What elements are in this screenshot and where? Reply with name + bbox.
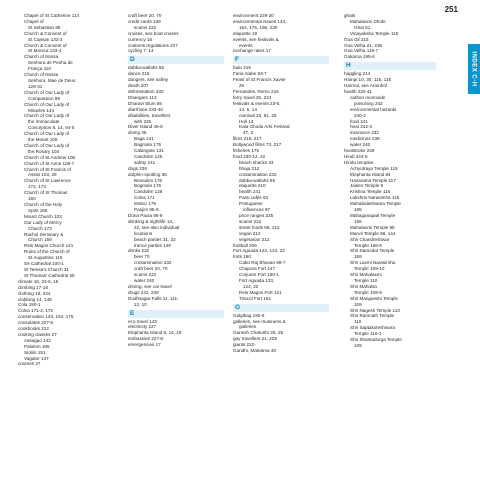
- index-entry: electricity 227: [128, 324, 157, 330]
- index-subentry: 154, 175, 196, 230: [239, 24, 278, 30]
- index-letter-heading: D: [128, 56, 224, 64]
- index-entry: ferry travel 20, 224: [233, 94, 272, 100]
- index-subentry: Church of Nossa: [24, 72, 59, 78]
- index-entry: forts 160: [233, 254, 251, 260]
- index-entry: Dharavi Slum 56: [128, 100, 162, 106]
- index-entry: death 207: [128, 83, 149, 89]
- index-subentry: 25: [239, 83, 245, 89]
- index-subentry: 129-31: [28, 83, 43, 89]
- index-entry: food 230-12, 22: [233, 153, 266, 159]
- index-subentry: Palolem 185: [24, 343, 50, 349]
- index-entry: Goa Gil 215: [344, 36, 369, 42]
- index-subentry: 13, 5, 14: [239, 106, 257, 112]
- index-subentry: Church of Our Lady of: [24, 142, 70, 148]
- index-subentry: Temple 168-9: [354, 242, 382, 248]
- index-entry: cycling 7, 14: [128, 48, 154, 54]
- index-subentry: Church of Our Lady of: [24, 89, 70, 95]
- index-letter-heading: F: [233, 56, 329, 64]
- index-subentry: Shri Nagesh Temple 110: [350, 307, 400, 313]
- index-subentry: Church of St Andrew 106: [24, 154, 76, 160]
- index-entry: clothing 19, 224: [18, 290, 51, 296]
- index-subentry: Calangute 131: [134, 148, 164, 154]
- index-section-tab-label: INDEX C-H: [471, 51, 478, 87]
- index-entry: drinks 232: [128, 248, 150, 254]
- index-entry: Gandhi, Mahatma 48: [233, 348, 276, 354]
- index-entry: Elephanta Island 8, 14, 18: [128, 330, 182, 336]
- index-subentry: Rachol Seminary &: [24, 231, 64, 237]
- index-subentry: Assisi 103, 29: [28, 172, 57, 178]
- index-entry: diarrhoea 233-40: [128, 106, 163, 112]
- index-entry: climbing 17-18: [18, 284, 48, 290]
- index-entry: deforestation 230: [128, 88, 164, 94]
- index-subentry: bhaja 212: [239, 165, 260, 171]
- index-entry: dangers, see safety: [128, 77, 169, 83]
- index-subentry: Conception 8, 14, 84-5: [28, 125, 75, 131]
- index-subentry: Compassion 99: [28, 95, 60, 101]
- index-subentry: Hazarama Temple 117: [350, 177, 396, 183]
- index-entry: events, see festivals &: [233, 36, 279, 42]
- index-subentry: Mahalaxmi Dhobi: [350, 18, 386, 24]
- index-subentry: 109: [354, 301, 362, 307]
- index-subentry: Sé Cathedral 100-1: [24, 261, 64, 267]
- index-subentry: Our Lady of Mercy: [24, 219, 62, 225]
- index-subentry: Shri Mangueshi Temple: [350, 295, 398, 301]
- index-entry: giants 222-: [233, 342, 256, 348]
- index-entry: Goa Velha 116-7: [344, 48, 379, 54]
- index-subentry: Mobor 179: [134, 201, 156, 207]
- index-subentry: events: [239, 42, 253, 48]
- index-entry: drinking & nightlife 14,: [128, 218, 174, 224]
- index-entry: fisheries 175: [233, 148, 260, 154]
- index-entry: embassies 227-8: [128, 336, 163, 342]
- index-entry: dogs 238: [128, 165, 147, 171]
- index-entry: Hindu temples: [344, 159, 374, 165]
- index-subentry: Mahaganapati Temple: [350, 213, 396, 218]
- index-subentry: beer 70: [134, 254, 150, 260]
- index-entry: Dhangars 113: [128, 94, 157, 100]
- index-subentry: water 240: [134, 277, 155, 283]
- index-subentry: Vinayaksha Temple 115: [350, 30, 399, 36]
- index-subentry: 172, 173: [28, 184, 46, 190]
- index-subentry: Shri Mahalaxmi: [350, 272, 382, 278]
- index-entry: Dona Paula 98-9: [128, 213, 163, 218]
- index-subentry: Miracles 144: [28, 107, 55, 113]
- index-entry: exchange rates 17: [233, 48, 271, 54]
- index-subentry: poisoning 242: [354, 100, 383, 106]
- index-subentry: Temple 108-9: [354, 289, 382, 295]
- index-entry: Fort Aguada 123, 124, 22: [233, 248, 285, 254]
- index-subentry: Church of St Francis of: [24, 166, 71, 172]
- index-subentry: Temple 110-1: [354, 331, 382, 337]
- index-subentry: Temple 109-10: [354, 266, 385, 272]
- index-subentry: street foods 66, 212: [239, 224, 280, 230]
- index-entry: craft beer 20, 70: [128, 13, 162, 18]
- index-entry: dance 215: [128, 71, 150, 77]
- index-entry: films 216, 217: [233, 136, 262, 142]
- index-subentry: with 226: [134, 118, 152, 124]
- index-entry: heatstroke 239: [344, 148, 375, 154]
- index-entry: Colva 171-2, 172: [18, 308, 53, 314]
- index-subentry: St Teresa's Church 31: [24, 266, 69, 272]
- index-subentry: craft beer 20, 70: [134, 266, 168, 272]
- index-entry: Cola 190-1: [18, 302, 41, 308]
- index-subentry: vegan 212: [239, 230, 261, 236]
- index-subentry: Elephanta Island 84: [350, 171, 391, 177]
- index-subentry: Chapora Fort 147: [239, 266, 276, 272]
- index-entry: Hindi 244-6: [344, 153, 368, 159]
- index-subentry: food 241: [350, 118, 368, 124]
- index-subentry: scams 222: [239, 218, 262, 224]
- index-subentry: Bagmalo 175: [134, 142, 162, 148]
- index-subentry: Church of Our Lady of: [24, 131, 70, 137]
- index-subentry: 240-2: [354, 112, 366, 118]
- index-subentry: influences 97: [243, 207, 271, 213]
- index-subentry: Mount Church 103: [24, 213, 62, 219]
- index-entry: cooking classes 27: [18, 331, 57, 337]
- page-number: 251: [444, 5, 458, 14]
- index-entry: haggling 214: [344, 71, 371, 77]
- index-subentry: 160: [28, 196, 36, 202]
- index-subentry: 169: [354, 254, 362, 260]
- index-subentry: the Rosary 104: [28, 148, 60, 154]
- index-entry: fado 215: [233, 65, 251, 71]
- index-subentry: etiquette 210: [239, 183, 266, 189]
- index-subentry: Colva 171: [134, 195, 155, 201]
- index-subentry: 22, see also individual: [134, 224, 180, 230]
- index-entry: consulates 227-8: [18, 320, 53, 326]
- index-entry: health 232-41: [344, 88, 373, 94]
- index-subentry: the Immaculate: [28, 119, 60, 125]
- index-subentry: Spirit 155: [28, 207, 48, 213]
- index-subentry: 195: [354, 218, 362, 224]
- index-subentry: St Thomas' Cathedral 58: [24, 272, 75, 278]
- index-subentry: health 241: [239, 189, 261, 195]
- index-subentry: Shri Saptakoteshwara: [350, 325, 395, 331]
- index-entry: Faria Alabe 93-7: [233, 71, 267, 77]
- index-subentry: Temple 110: [354, 277, 378, 283]
- index-subentry: Lakshmi Narasimha 115: [350, 195, 400, 201]
- index-subentry: Corjuem Fort 150-1: [239, 272, 279, 278]
- index-subentry: Senhora de Penha de: [28, 60, 73, 66]
- index-subentry: Baga 131: [134, 136, 154, 142]
- index-entry: drugs 222, 228: [128, 289, 159, 295]
- index-column-3: [233, 13, 329, 354]
- index-subentry: Church of Our Lady of: [24, 113, 70, 119]
- index-subentry: Church of St Thomas: [24, 190, 68, 196]
- index-subentry: contamination 232: [239, 171, 277, 177]
- index-subentry: Mahalaxmi Temple 98: [350, 224, 395, 230]
- index-subentry: Shri Ramnath Temple: [350, 313, 395, 319]
- index-entry: Galgibag 192-6: [233, 312, 265, 318]
- index-column-4: [344, 13, 436, 349]
- index-subentry: Candolim 126: [134, 153, 163, 159]
- index-subentry: Reis Magos Church 121: [24, 243, 74, 249]
- index-entry: cruises, see boat cruises: [128, 30, 179, 36]
- index-subentry: Holi 14: [239, 118, 254, 124]
- index-subentry: Benaulim 176: [134, 177, 163, 183]
- index-subentry: Fort Aguada 123,: [239, 277, 275, 283]
- index-subentry: Kala Ghoda Arts Festival: [239, 124, 290, 130]
- index-subentry: 110: [354, 319, 362, 325]
- index-subentry: St Sebastian 85: [28, 24, 61, 30]
- index-subentry: Chapel of: [24, 18, 44, 24]
- index-subentry: trance parties 149: [134, 242, 171, 248]
- index-entry: Goa Velha 21, 236: [344, 42, 383, 48]
- index-subentry: contamination 232: [134, 260, 172, 266]
- index-entry: credit cards 229: [128, 18, 161, 24]
- index-subentry: Panjim 95-9: [134, 207, 159, 213]
- index-subentry: Chapel of St Catherine 114: [24, 13, 80, 18]
- index-subentry: Jaisen Temple 9: [350, 183, 384, 189]
- index-subentry: Shri Mahalsa: [350, 283, 377, 289]
- index-subentry: Church of St Anne 106-7: [24, 160, 75, 166]
- index-subentry: Assagao 142: [24, 337, 51, 343]
- index-subentry: Cabo Raj Bhavan 98-7: [239, 260, 286, 266]
- index-subentry: Church of Nossa: [24, 54, 59, 60]
- index-subentry: Vagator 147: [24, 355, 49, 361]
- index-entry: galleries, see museums &: [233, 318, 286, 324]
- index-subentry: Portuguese: [239, 201, 263, 207]
- index-subentry: Church of Our Lady of: [24, 101, 70, 107]
- index-entry: Hampi 10, 30, 115, 116: [344, 77, 392, 83]
- index-entry: eco travel 143: [128, 318, 157, 324]
- index-entry: driving, see car travel: [128, 283, 172, 289]
- index-entry: football 206: [233, 242, 257, 248]
- index-subentry: Church of St Lawrence: [24, 178, 71, 184]
- index-subentry: Bogmalo 176: [134, 183, 162, 189]
- index-entry: Feast of St Francis Xavier: [233, 77, 286, 83]
- index-subentry: Tiracol Fort 161: [239, 295, 271, 301]
- index-subentry: St Cajetan 132-3: [28, 36, 63, 42]
- index-subentry: heat 242-3: [350, 124, 372, 130]
- index-entry: ghats: [344, 13, 356, 18]
- index-subentry: 109: [354, 342, 362, 348]
- index-subentry: Shri Shantadurga Temple: [350, 337, 402, 343]
- index-letter-heading: G: [233, 304, 329, 312]
- index-subentry: scams 222: [134, 272, 157, 278]
- index-subentry: 195: [354, 207, 362, 213]
- index-letter-heading: H: [344, 62, 436, 70]
- index-entry: conservation 143, 154, 175: [18, 314, 74, 320]
- index-entry: Bollywood films 73, 217: [233, 142, 282, 148]
- index-entry: Harmal, see Arambol: [344, 83, 387, 89]
- index-subentry: Ghat 51: [354, 24, 371, 30]
- index-subentry: Candolim 126: [134, 189, 163, 195]
- index-subentry: Shri Damodar Temple: [350, 248, 395, 254]
- index-entry: environmental issues 143,: [233, 18, 287, 24]
- index-section-tab: [468, 44, 480, 94]
- index-subentry: Maruti Temple 98, 144: [350, 230, 396, 236]
- index-entry: diving 36: [128, 130, 147, 136]
- index-entry: etiquette 19: [233, 30, 258, 36]
- index-subentry: dabba-wallahs 65: [239, 177, 276, 183]
- index-subentry: price ranges 225: [239, 213, 274, 218]
- index-entry: gay travellers 21, 229: [233, 336, 277, 342]
- index-subentry: locations: [134, 230, 153, 236]
- index-subentry: Siolim 151: [24, 349, 46, 355]
- index-subentry: galleries: [239, 324, 257, 330]
- index-subentry: Achyutraya Temple 115: [350, 165, 398, 171]
- index-subentry: Shri Chandreshwar: [350, 236, 390, 242]
- index-subentry: medicines 238: [350, 136, 380, 142]
- index-subentry: Reis Magos Fort 121: [239, 289, 282, 295]
- index-subentry: scams 222: [134, 24, 157, 30]
- index-entry: Dudhsagar Falls 11, 111-: [128, 295, 179, 301]
- index-entry: courses 37: [18, 361, 41, 367]
- index-subentry: vegetarian 212: [239, 236, 270, 242]
- index-subentry: 12, 10: [134, 301, 147, 307]
- index-entry: emergencies 17: [128, 342, 161, 348]
- index-entry: cookbooks 212: [18, 326, 49, 332]
- index-subentry: safety 241: [134, 159, 156, 165]
- index-entry: clubbing 14, 149: [18, 296, 52, 302]
- index-subentry: Church of the Holy: [24, 202, 63, 207]
- index-entry: disabilities, travellers: [128, 112, 171, 118]
- index-subentry: Parsi cafés 63: [239, 195, 269, 201]
- index-subentry: Krishna Temple 115: [350, 189, 391, 195]
- index-entry: festivals & events 23-6,: [233, 100, 281, 106]
- index-column-2: [128, 13, 224, 348]
- index-subentry: environmental hazards: [350, 106, 397, 112]
- index-entry: environment 229-20: [233, 13, 274, 18]
- index-subentry: 47, 2: [243, 130, 254, 136]
- index-subentry: 124, 22: [243, 283, 259, 289]
- index-entry: dabba-wallahs 65: [128, 65, 165, 71]
- index-subentry: water 240: [350, 142, 371, 148]
- index-subentry: Church & Convent of: [24, 30, 67, 36]
- index-subentry: Senhora, Mae de Deus: [28, 77, 76, 83]
- index-subentry: the Mount 105: [28, 137, 58, 143]
- index-letter-heading: E: [128, 310, 224, 318]
- index-subentry: beach shacks 33: [239, 159, 274, 165]
- index-subentry: Mahabaleshwara Temple: [350, 201, 401, 207]
- index-subentry: carbon monoxide: [350, 94, 386, 100]
- index-entry: Diver Island 45-6: [128, 124, 163, 130]
- index-subentry: Shri Laxmi Narasimha: [350, 260, 396, 266]
- index-subentry: carnival 23, 81, 25: [239, 112, 277, 118]
- index-entry: Ganesh Chaturthi 25, 25: [233, 330, 284, 336]
- index-subentry: beach parties 31, 32: [134, 236, 176, 242]
- index-subentry: França 110: [28, 66, 51, 72]
- index-column-1: [18, 13, 114, 367]
- index-subentry: Church 173: [28, 225, 52, 231]
- index-subentry: Church 159: [28, 237, 52, 243]
- index-entry: currency 16: [128, 36, 153, 42]
- index-entry: Gokarna 195-6: [344, 54, 375, 60]
- index-entry: dolphin-spotting 35: [128, 171, 167, 177]
- index-subentry: St Augustine 115: [28, 255, 63, 261]
- index-entry: climate 16, 23-6, 16: [18, 278, 59, 284]
- index-subentry: insurance 232: [350, 130, 379, 136]
- index-subentry: Church & Convent of: [24, 42, 67, 48]
- index-subentry: St Monica 133-4: [28, 48, 62, 54]
- index-entry: customs regulations 227: [128, 42, 178, 48]
- index-subentry: Ruins of the Church of: [24, 249, 70, 255]
- index-entry: Fernandes, Remo 216: [233, 88, 279, 94]
